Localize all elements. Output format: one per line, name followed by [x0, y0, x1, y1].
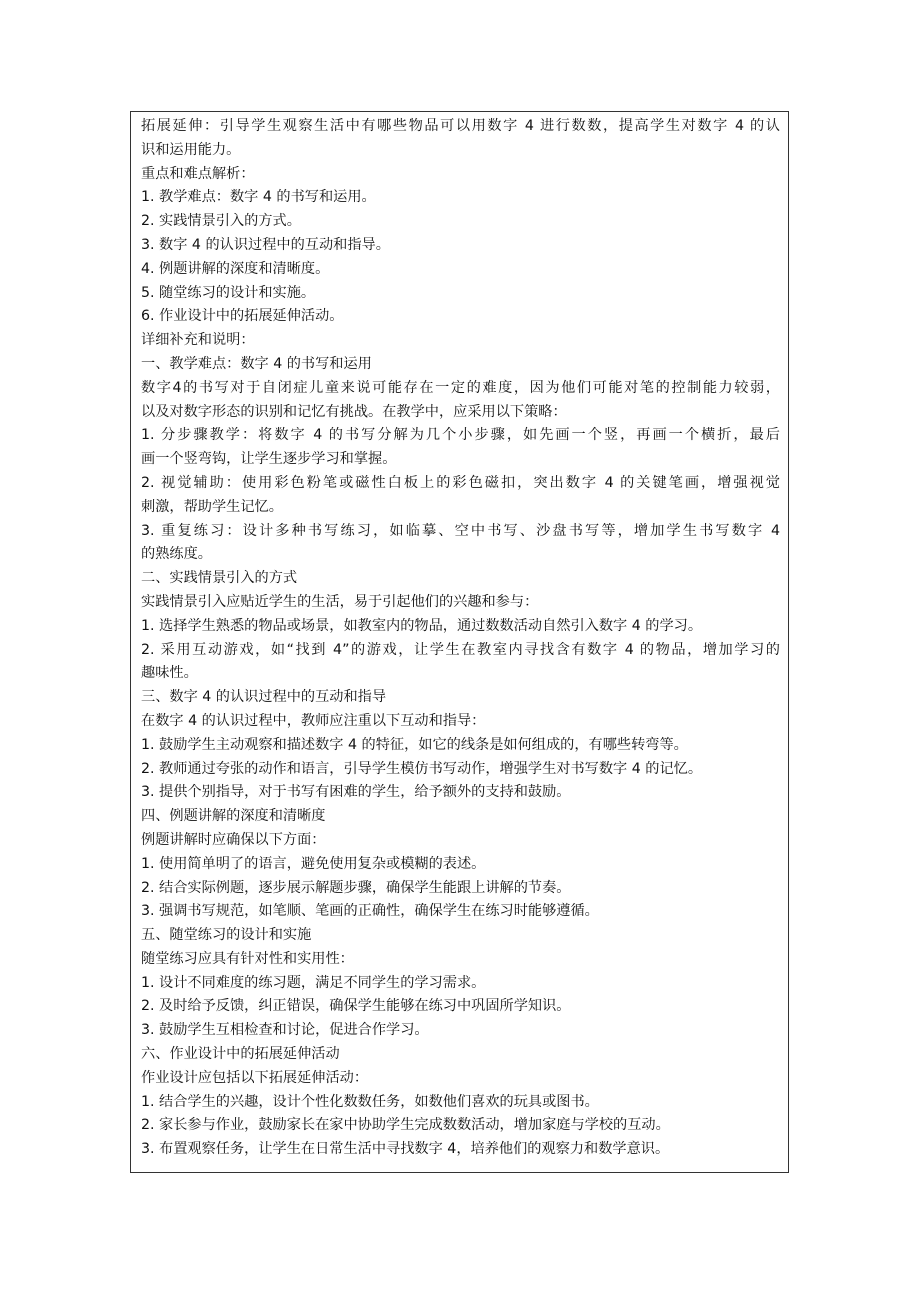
text-line: 详细补充和说明：: [141, 332, 255, 349]
text-line: 1. 结合学生的兴趣，设计个性化数数任务，如数他们喜欢的玩具或图书。: [141, 1093, 599, 1110]
text-line: 以及对数字形态的识别和记忆有挑战。在教学中，应采用以下策略：: [141, 403, 567, 420]
text-line: 3. 布置观察任务，让学生在日常生活中寻找数字 4，培养他们的观察力和数学意识。: [141, 1141, 670, 1158]
text-line: 数字4的书写对于自闭症儿童来说可能存在一定的难度，因为他们可能对笔的控制能力较弱，: [141, 379, 780, 396]
text-line: 1. 鼓励学生主动观察和描述数字 4 的特征，如它的线条是如何组成的，有哪些转弯等。: [141, 736, 688, 753]
text-line: 实践情景引入应贴近学生的生活，易于引起他们的兴趣和参与：: [141, 593, 539, 610]
text-line: 2. 采用互动游戏，如“找到 4”的游戏，让学生在教室内寻找含有数字 4 的物品，增加学习的: [141, 641, 780, 658]
text-line: 画一个竖弯钩，让学生逐步学习和掌握。: [141, 451, 397, 468]
text-line: 4. 例题讲解的深度和清晰度。: [141, 260, 330, 277]
text-line: 的熟练度。: [141, 546, 212, 563]
text-line: 五、随堂练习的设计和实施: [141, 927, 312, 944]
text-line: 随堂练习应具有针对性和实用性：: [141, 950, 354, 967]
text-line: 2. 及时给予反馈，纠正错误，确保学生能够在练习中巩固所学知识。: [141, 998, 571, 1015]
text-line: 6. 作业设计中的拓展延伸活动。: [141, 308, 344, 325]
text-line: 重点和难点解析：: [141, 165, 255, 182]
text-line: 5. 随堂练习的设计和实施。: [141, 284, 316, 301]
text-line: 2. 结合实际例题，逐步展示解题步骤，确保学生能跟上讲解的节奏。: [141, 879, 571, 896]
text-line: 1. 设计不同难度的练习题，满足不同学生的学习需求。: [141, 974, 486, 991]
text-line: 刺激，帮助学生记忆。: [141, 498, 283, 515]
text-line: 一、教学难点：数字 4 的书写和运用: [141, 355, 372, 372]
document-table-cell: [130, 111, 789, 1173]
text-line: 3. 提供个别指导，对于书写有困难的学生，给予额外的支持和鼓励。: [141, 784, 571, 801]
text-line: 2. 家长参与作业，鼓励家长在家中协助学生完成数数活动，增加家庭与学校的互动。: [141, 1117, 670, 1134]
text-line: 1. 选择学生熟悉的物品或场景，如教室内的物品，通过数数活动自然引入数字 4 的学习。: [141, 617, 703, 634]
text-line: 六、作业设计中的拓展延伸活动: [141, 1046, 340, 1063]
text-line: 2. 教师通过夸张的动作和语言，引导学生模仿书写动作，增强学生对书写数字 4 的记忆。: [141, 760, 703, 777]
text-line: 例题讲解时应确保以下方面：: [141, 831, 326, 848]
text-line: 2. 实践情景引入的方式。: [141, 213, 301, 230]
text-line: 作业设计应包括以下拓展延伸活动：: [141, 1069, 369, 1086]
text-line: 3. 数字 4 的认识过程中的互动和指导。: [141, 236, 390, 253]
text-line: 3. 鼓励学生互相检查和讨论，促进合作学习。: [141, 1022, 429, 1039]
text-line: 二、实践情景引入的方式: [141, 570, 298, 587]
text-line: 四、例题讲解的深度和清晰度: [141, 808, 326, 825]
text-line: 3. 强调书写规范，如笔顺、笔画的正确性，确保学生在练习时能够遵循。: [141, 903, 599, 920]
text-line: 1. 分步骤教学：将数字 4 的书写分解为几个小步骤，如先画一个竖，再画一个横折，最后: [141, 427, 780, 444]
text-line: 3. 重复练习：设计多种书写练习，如临摹、空中书写、沙盘书写等，增加学生书写数字 4: [141, 522, 780, 539]
text-line: 2. 视觉辅助：使用彩色粉笔或磁性白板上的彩色磁扣，突出数字 4 的关键笔画，增强视觉: [141, 474, 780, 491]
text-line: 在数字 4 的认识过程中，教师应注重以下互动和指导：: [141, 712, 486, 729]
text-line: 趣味性。: [141, 665, 198, 682]
text-line: 1. 使用简单明了的语言，避免使用复杂或模糊的表述。: [141, 855, 486, 872]
text-line: 拓展延伸：引导学生观察生活中有哪些物品可以用数字 4 进行数数，提高学生对数字 4 的认: [141, 118, 780, 134]
text-line: 三、数字 4 的认识过程中的互动和指导: [141, 689, 387, 706]
text-line: 识和运用能力。: [141, 141, 241, 158]
text-line: 1. 教学难点：数字 4 的书写和运用。: [141, 189, 376, 206]
